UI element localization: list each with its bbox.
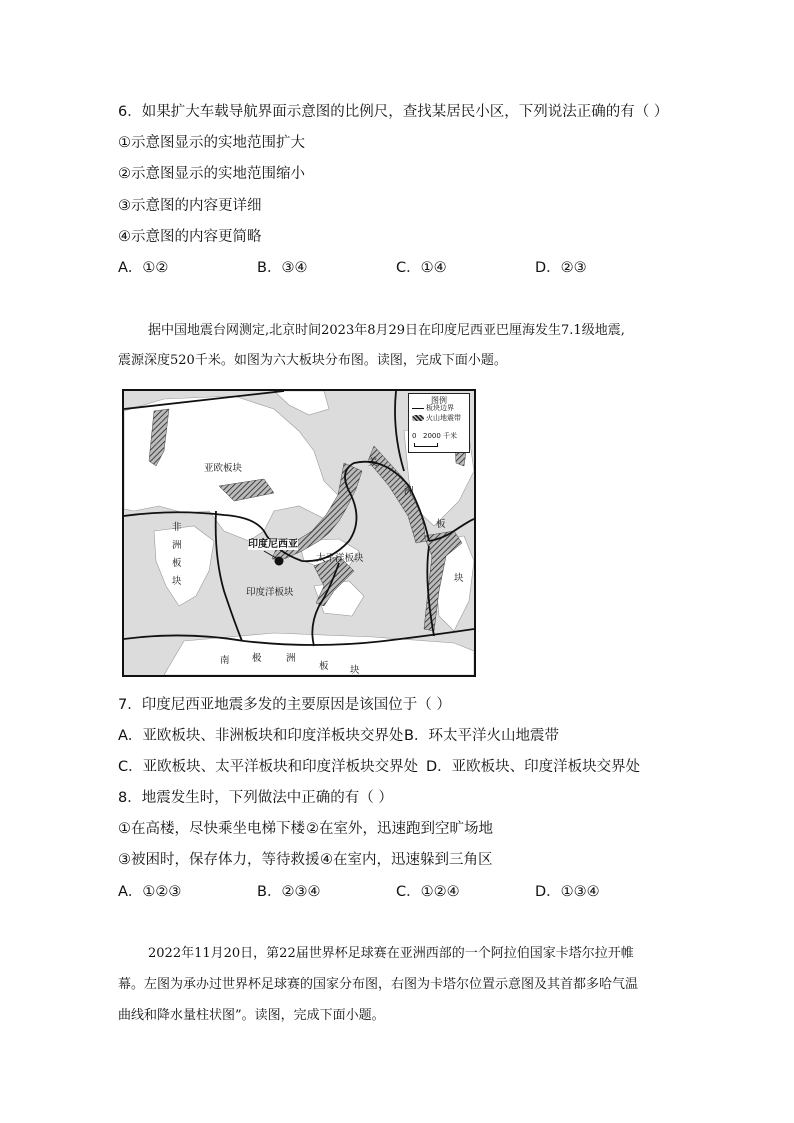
legend-belt-swatch [412, 415, 424, 421]
passage1-line2: 震源深度520千米。如图为六大板块分布图。读图，完成下面小题。 [118, 353, 507, 368]
q6-option-d: D．②③ [535, 260, 587, 276]
q6-stem: 6．如果扩大车载导航界面示意图的比例尺，查找某居民小区，下列说法正确的有（ ） [118, 104, 669, 120]
q7-option-d: D．亚欧板块、印度洋板块交界处 [426, 759, 641, 775]
plate-map [122, 389, 476, 677]
legend-title: 图例 [431, 396, 447, 405]
q7-option-c: C．亚欧板块、太平洋板块和印度洋板块交界处 [118, 759, 419, 775]
label-antarctic-5: 块 [350, 665, 360, 676]
label-antarctic-3: 洲 [286, 653, 296, 664]
map-legend [408, 393, 470, 453]
q6-statement-3: ③示意图的内容更详细 [118, 198, 262, 214]
label-africa-3: 板 [172, 558, 182, 569]
q8-option-b: B．②③④ [257, 884, 321, 900]
passage2-line1: 2022年11月20日，第22届世界杯足球赛在亚洲西部的一个阿拉伯国家卡塔尔拉开帷 [148, 946, 634, 961]
legend-belt-label: 火山地震带 [426, 414, 461, 422]
q7-stem: 7．印度尼西亚地震多发的主要原因是该国位于（ ） [118, 697, 451, 713]
label-indonesia: 印度尼西亚 [248, 539, 298, 550]
q6-statement-4: ④示意图的内容更简略 [118, 229, 262, 245]
label-america-3: 板 [436, 519, 446, 530]
label-america-1: 美 [368, 457, 378, 468]
q8-option-c: C．①②④ [396, 884, 460, 900]
q8-statement-3: ③被困时，保存体力，等待救援 [118, 852, 320, 868]
passage2-line3: 曲线和降水量柱状图”。读图，完成下面小题。 [118, 1008, 385, 1023]
q8-option-a: A．①②③ [118, 884, 182, 900]
q8-statement-1: ①在高楼，尽快乘坐电梯下楼 [118, 821, 305, 837]
label-indian-plate: 印度洋板块 [246, 587, 294, 598]
label-antarctic-1: 南 [220, 655, 230, 666]
passage2-line2: 幕。左图为承办过世界杯足球赛的国家分布图，右图为卡塔尔位置示意图及其首都多哈气温 [118, 977, 639, 992]
label-africa-2: 洲 [172, 540, 182, 551]
legend-scale-bar [414, 443, 438, 447]
q7-option-a: A．亚欧板块、非洲板块和印度洋板块交界处 [118, 728, 404, 744]
legend-boundary-swatch [412, 408, 424, 409]
legend-boundary-label: 板块边界 [426, 404, 454, 412]
label-eurasian-plate: 亚欧板块 [204, 463, 243, 474]
q6-option-b: B．③④ [257, 260, 308, 276]
q8-statement-2: ②在室外，迅速跑到空旷场地 [306, 821, 493, 837]
passage1-line1: 据中国地震台网测定,北京时间2023年8月29日在印度尼西亚巴厘海发生7.1级地震, [148, 323, 625, 338]
q8-option-d: D．①③④ [535, 884, 600, 900]
label-antarctic-2: 极 [252, 653, 262, 664]
label-pacific-plate: 太平洋板块 [316, 553, 364, 564]
q7-option-b: B．环太平洋火山地震带 [404, 728, 559, 744]
q6-statement-1: ①示意图显示的实地范围扩大 [118, 135, 305, 151]
q8-stem: 8．地震发生时，下列做法中正确的有（ ） [118, 790, 393, 806]
label-africa-4: 块 [172, 576, 182, 587]
label-america-4: 块 [454, 573, 464, 584]
label-antarctic-4: 板 [319, 661, 329, 672]
legend-scale-value: 2000 千米 [423, 432, 458, 440]
q6-option-c: C．①④ [396, 260, 447, 276]
q6-option-a: A．①② [118, 260, 169, 276]
label-africa-1: 非 [172, 522, 182, 533]
legend-scale-zero: 0 [412, 432, 417, 440]
q8-statement-4: ④在室内，迅速躲到三角区 [320, 852, 493, 868]
label-america-2: 洲 [404, 486, 414, 497]
q6-statement-2: ②示意图显示的实地范围缩小 [118, 166, 305, 182]
